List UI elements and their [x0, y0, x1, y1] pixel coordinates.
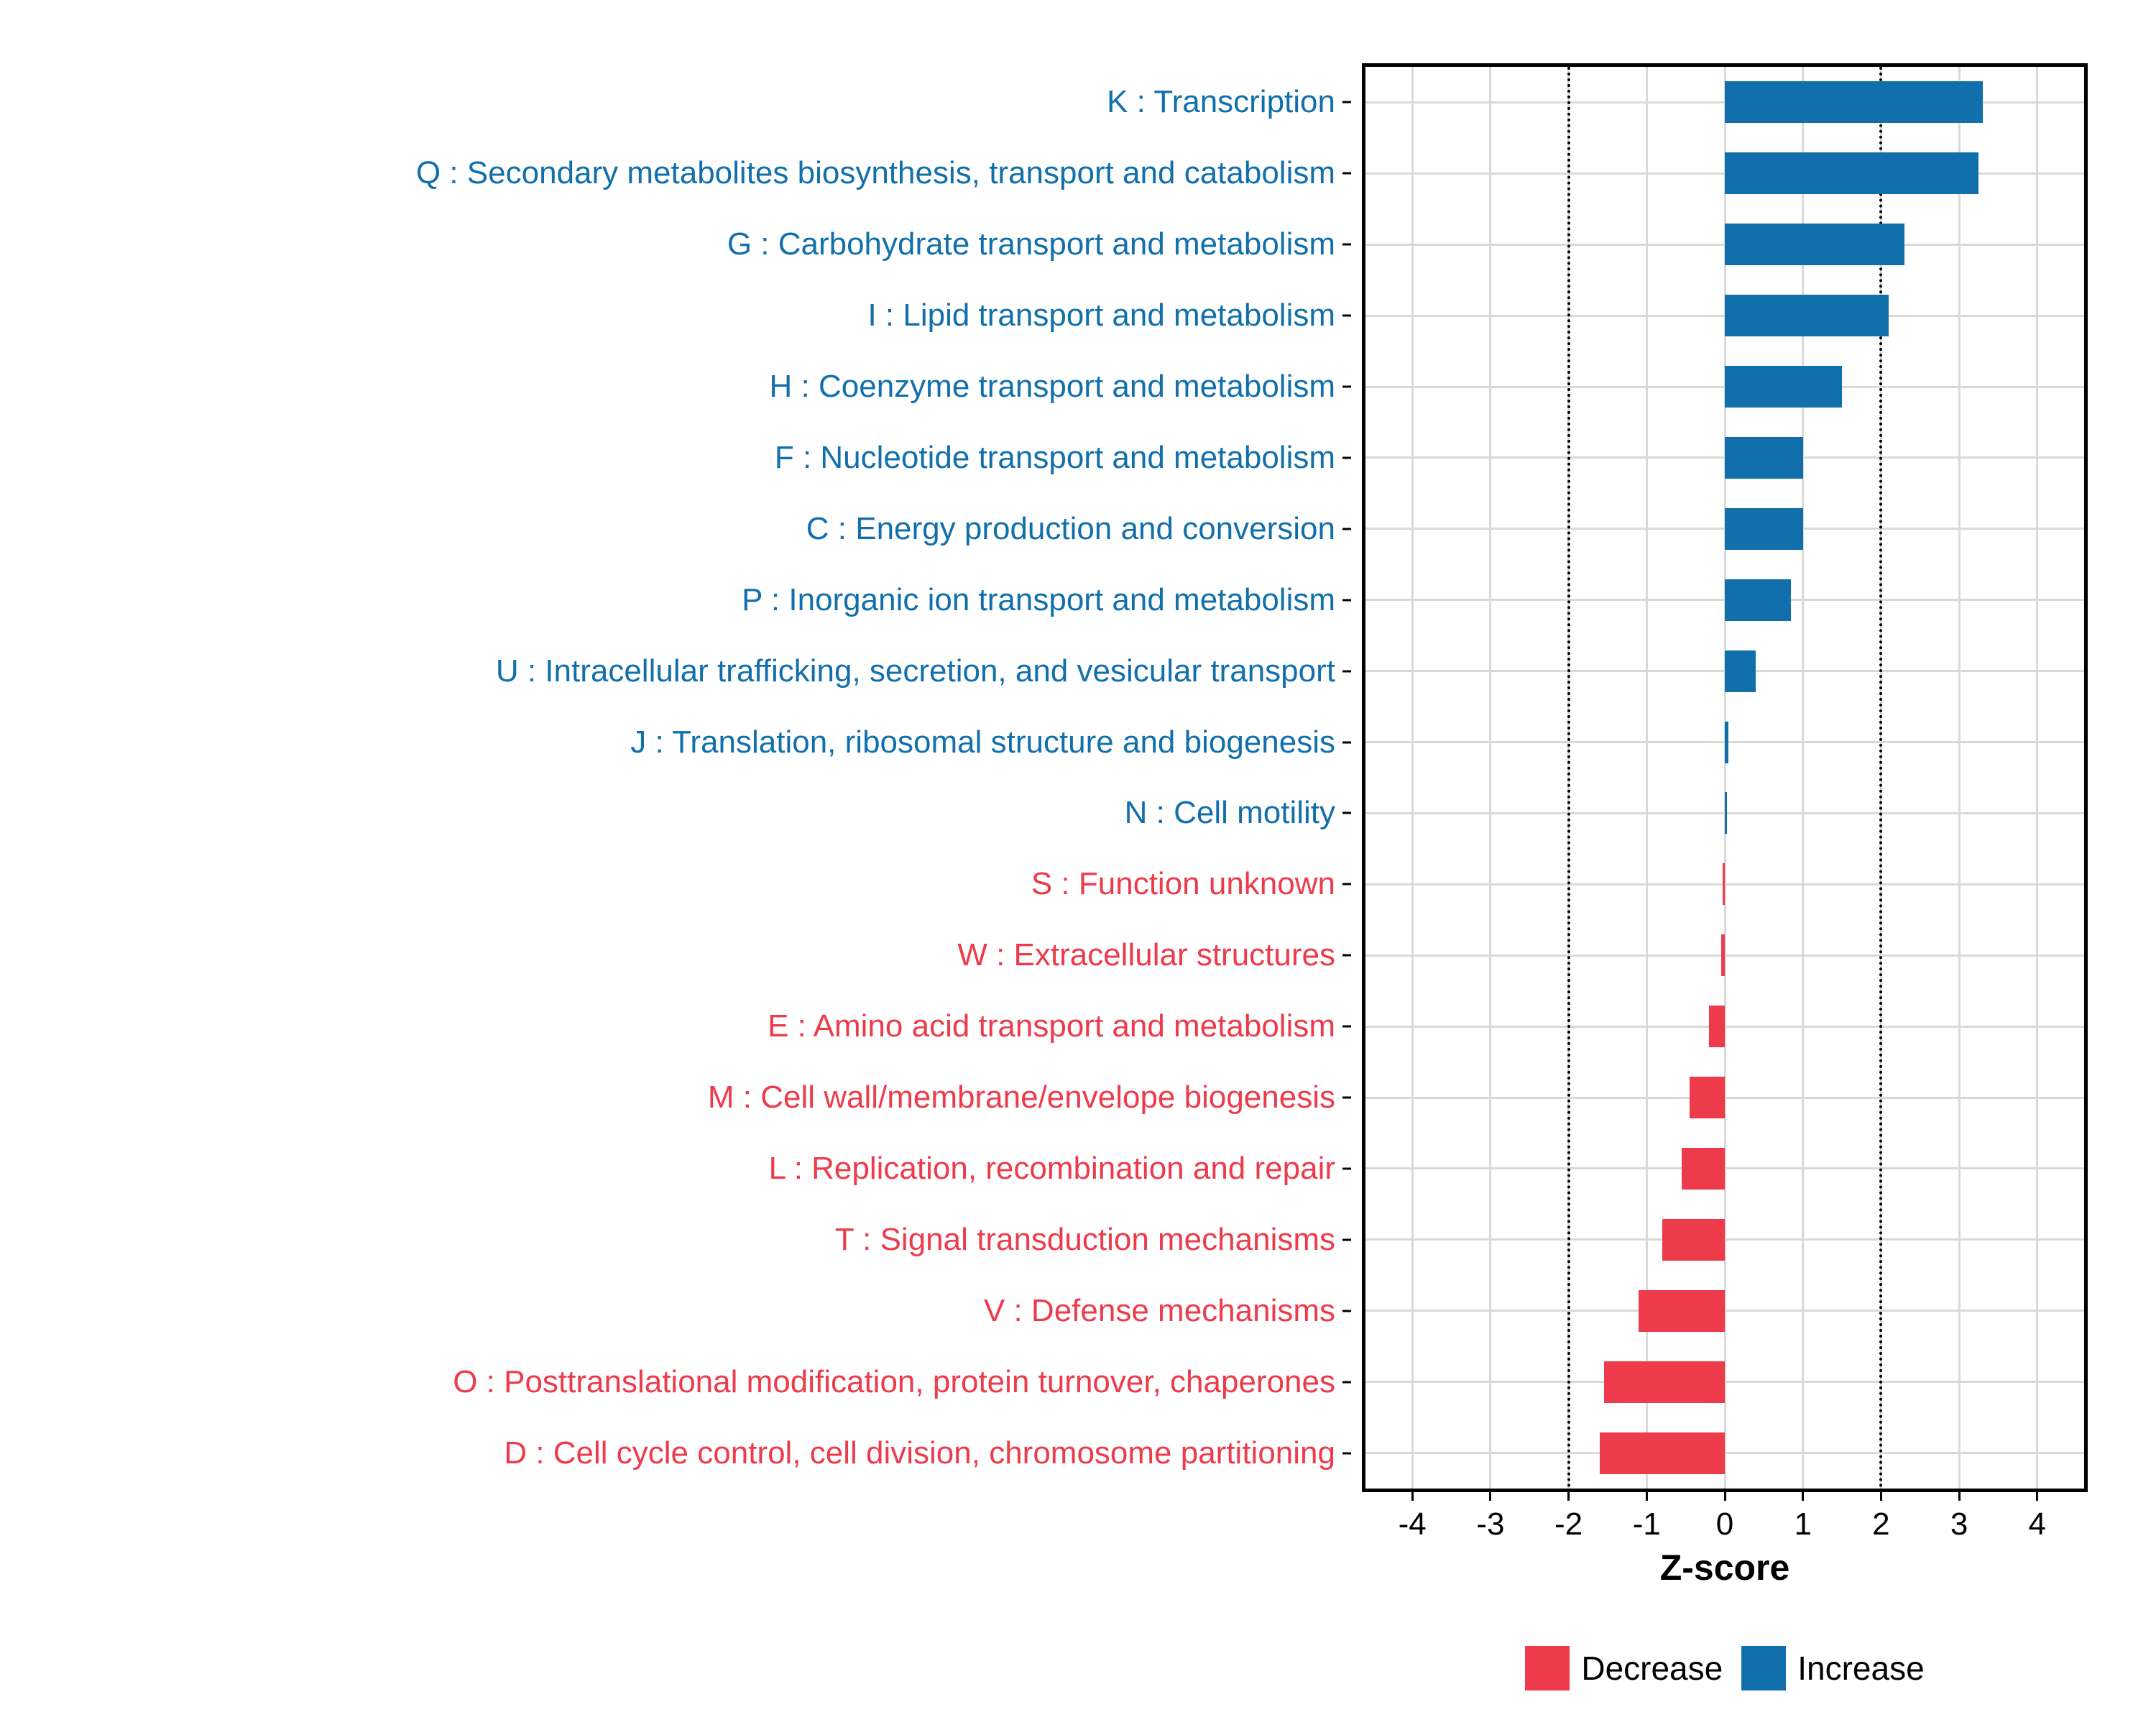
bar	[1725, 224, 1904, 265]
legend-label-decrease: Decrease	[1581, 1650, 1723, 1687]
category-label: O : Posttranslational modification, protein turnover, chaperones	[453, 1363, 1335, 1399]
bar	[1725, 437, 1803, 479]
bar	[1725, 792, 1727, 834]
x-axis-tick	[1802, 1492, 1804, 1501]
y-axis-tick	[1342, 741, 1351, 743]
x-axis-tick-label: -2	[1554, 1506, 1583, 1542]
y-axis-tick	[1342, 1238, 1351, 1241]
y-axis-tick	[1342, 670, 1351, 672]
category-label: I : Lipid transport and metabolism	[867, 298, 1335, 334]
y-axis-tick	[1342, 386, 1351, 388]
category-label: V : Defense mechanisms	[983, 1292, 1335, 1328]
bar	[1682, 1148, 1725, 1190]
bar	[1725, 722, 1728, 763]
y-axis-tick	[1342, 528, 1351, 530]
legend-item-decrease	[1525, 1646, 1723, 1690]
bar	[1709, 1006, 1725, 1047]
category-label: E : Amino acid transport and metabolism	[768, 1008, 1335, 1044]
bar	[1721, 934, 1725, 976]
y-axis-tick	[1342, 1381, 1351, 1383]
category-label: M : Cell wall/membrane/envelope biogenesis	[707, 1080, 1335, 1116]
bar	[1639, 1290, 1725, 1332]
bar	[1600, 1432, 1725, 1474]
category-label: P : Inorganic ion transport and metabolism	[742, 581, 1335, 617]
category-axis-labels	[0, 63, 1351, 1492]
gridline-vertical	[1802, 67, 1804, 1489]
y-axis-tick	[1342, 172, 1351, 175]
reference-line	[1567, 67, 1570, 1489]
x-axis-tick	[1880, 1492, 1882, 1501]
legend	[1362, 1643, 2088, 1693]
bar	[1725, 508, 1803, 550]
category-label: W : Extracellular structures	[957, 937, 1335, 973]
y-axis-tick	[1342, 954, 1351, 957]
y-axis-tick	[1342, 1026, 1351, 1028]
x-axis-tick	[1724, 1492, 1726, 1501]
legend-swatch-decrease-icon	[1525, 1646, 1570, 1690]
bar	[1725, 295, 1889, 336]
category-label: L : Replication, recombination and repair	[768, 1150, 1335, 1186]
plot-panel	[1362, 63, 2088, 1492]
x-axis-tick	[1567, 1492, 1570, 1501]
bar	[1604, 1361, 1725, 1403]
bar	[1725, 650, 1756, 692]
x-axis-tick-label: 3	[1950, 1506, 1968, 1542]
legend-label-increase: Increase	[1797, 1650, 1925, 1687]
x-axis-title: Z-score	[1659, 1547, 1790, 1588]
y-axis-tick	[1342, 812, 1351, 814]
x-axis-tick	[1411, 1492, 1414, 1501]
category-label: J : Translation, ribosomal structure and biogenesis	[630, 724, 1335, 760]
bar	[1662, 1219, 1725, 1261]
gridline-vertical	[1489, 67, 1491, 1489]
category-label: G : Carbohydrate transport and metabolism	[727, 226, 1335, 262]
category-label: U : Intracellular trafficking, secretion, and vesicular transport	[495, 653, 1335, 689]
bar	[1725, 366, 1842, 408]
legend-swatch-increase-icon	[1741, 1646, 1786, 1690]
gridline-vertical	[1411, 67, 1414, 1489]
gridline-vertical	[1958, 67, 1961, 1489]
category-label: T : Signal transduction mechanisms	[834, 1221, 1335, 1257]
y-axis-tick	[1342, 1310, 1351, 1312]
bar	[1725, 579, 1791, 621]
gridline-vertical	[2036, 67, 2038, 1489]
category-label: S : Function unknown	[1031, 866, 1335, 902]
y-axis-tick	[1342, 315, 1351, 317]
x-axis-tick	[2036, 1492, 2038, 1501]
x-axis-tick-label: 1	[1794, 1506, 1812, 1542]
x-axis-tick-label: -4	[1398, 1506, 1427, 1542]
category-label: D : Cell cycle control, cell division, chromosome partitioning	[504, 1435, 1335, 1471]
x-axis-tick-label: -1	[1632, 1506, 1661, 1542]
y-axis-tick	[1342, 1167, 1351, 1169]
bar	[1725, 152, 1978, 194]
category-label: F : Nucleotide transport and metabolism	[774, 439, 1335, 475]
gridline-vertical	[1724, 67, 1726, 1489]
x-axis-tick-label: -3	[1476, 1506, 1505, 1542]
y-axis-tick	[1342, 599, 1351, 601]
category-label: H : Coenzyme transport and metabolism	[769, 369, 1335, 405]
x-axis-tick	[1958, 1492, 1961, 1501]
y-axis-tick	[1342, 1452, 1351, 1454]
category-label: K : Transcription	[1107, 84, 1335, 120]
x-axis-tick	[1646, 1492, 1648, 1501]
bar	[1723, 863, 1725, 905]
x-axis-tick-label: 4	[2028, 1506, 2047, 1542]
category-label: Q : Secondary metabolites biosynthesis, transport and catabolism	[415, 155, 1335, 191]
y-axis-tick	[1342, 883, 1351, 886]
bar	[1690, 1077, 1725, 1118]
x-axis-tick-label: 2	[1872, 1506, 1890, 1542]
category-label: C : Energy production and conversion	[806, 510, 1335, 546]
category-label: N : Cell motility	[1124, 795, 1335, 831]
bar	[1725, 81, 1983, 123]
y-axis-tick	[1342, 1097, 1351, 1099]
gridline-vertical	[1646, 67, 1648, 1489]
y-axis-tick	[1342, 244, 1351, 246]
x-axis-tick-label: 0	[1715, 1506, 1734, 1542]
x-axis-tick	[1489, 1492, 1491, 1501]
legend-item-increase	[1741, 1646, 1924, 1690]
y-axis-tick	[1342, 101, 1351, 104]
reference-line	[1879, 67, 1882, 1489]
y-axis-tick	[1342, 456, 1351, 459]
